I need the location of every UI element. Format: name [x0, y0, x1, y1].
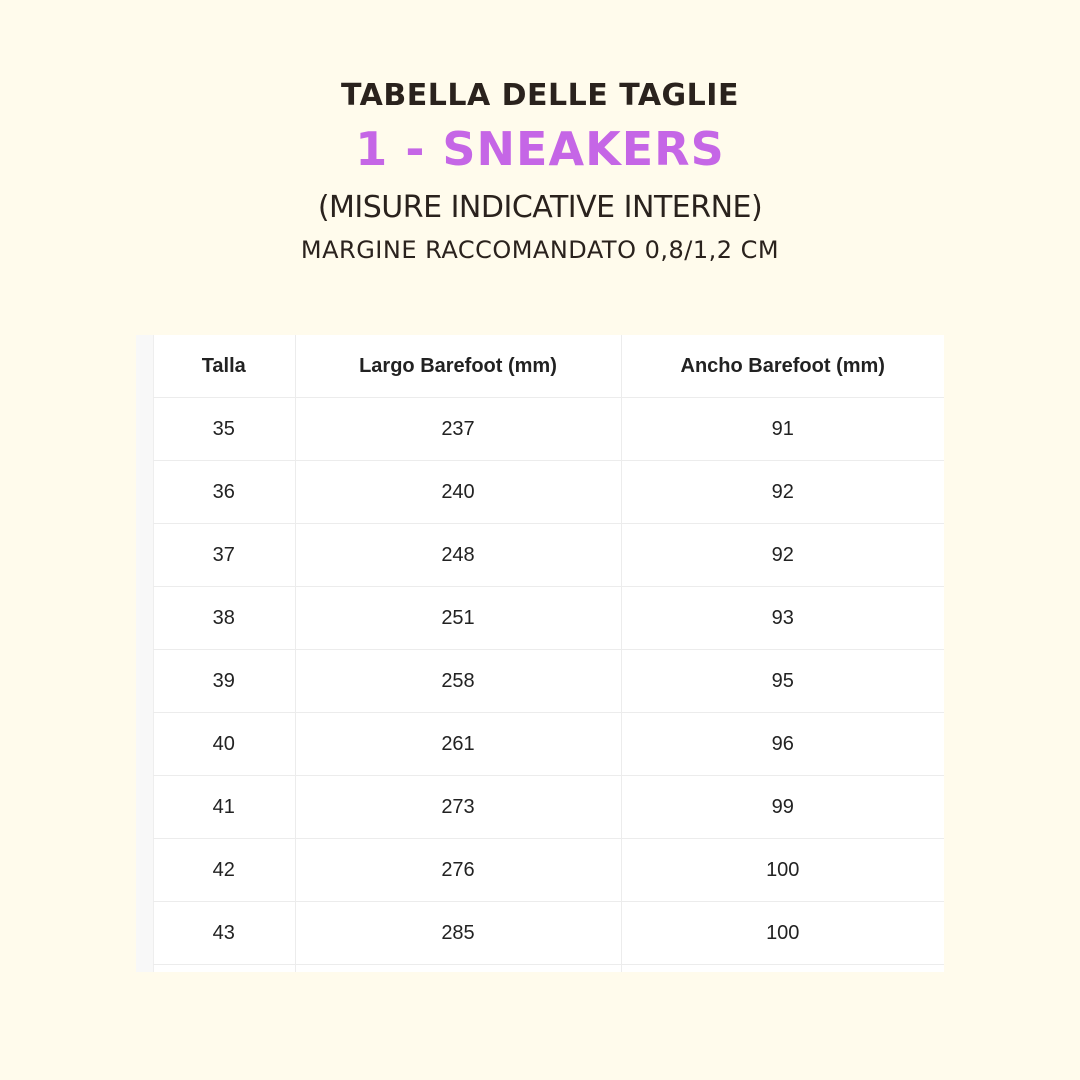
cell-size: 35	[153, 398, 295, 461]
table-row	[153, 839, 944, 902]
cell-length: 276	[295, 839, 621, 902]
cell-size: 42	[153, 839, 295, 902]
column-header-length: Largo Barefoot (mm)	[295, 335, 621, 398]
cell-length: 248	[295, 524, 621, 587]
margin-note: MARGINE RACCOMANDATO 0,8/1,2 CM	[300, 236, 780, 264]
cell-length: 285	[295, 902, 621, 965]
cell-size: 40	[153, 713, 295, 776]
cell-length: 273	[295, 776, 621, 839]
cell-length: 261	[295, 713, 621, 776]
cell-width: 100	[621, 902, 944, 965]
cell-empty	[295, 965, 621, 973]
cell-empty	[621, 965, 944, 973]
cell-size: 41	[153, 776, 295, 839]
page-title: TABELLA DELLE TAGLIE	[341, 78, 739, 113]
cell-size: 36	[153, 461, 295, 524]
column-header-width: Ancho Barefoot (mm)	[621, 335, 944, 398]
table-row	[153, 398, 944, 461]
cell-width: 100	[621, 839, 944, 902]
cell-width: 95	[621, 650, 944, 713]
table-row	[153, 461, 944, 524]
cell-width: 93	[621, 587, 944, 650]
cell-length: 251	[295, 587, 621, 650]
cell-size: 43	[153, 902, 295, 965]
column-header-size: Talla	[153, 335, 295, 398]
cell-empty	[153, 965, 295, 973]
size-table	[153, 335, 944, 972]
table-edge	[136, 335, 154, 972]
table-row-cut-off	[153, 965, 944, 973]
table-row	[153, 902, 944, 965]
table-row	[153, 650, 944, 713]
table-row	[153, 776, 944, 839]
cell-length: 240	[295, 461, 621, 524]
cell-size: 38	[153, 587, 295, 650]
cell-size: 37	[153, 524, 295, 587]
table-header-row	[153, 335, 944, 398]
size-table-image	[136, 335, 944, 972]
measurement-note: (MISURE INDICATIVE INTERNE)	[317, 190, 763, 225]
cell-width: 99	[621, 776, 944, 839]
table-row	[153, 587, 944, 650]
cell-width: 91	[621, 398, 944, 461]
table-row	[153, 713, 944, 776]
cell-width: 92	[621, 524, 944, 587]
cell-width: 96	[621, 713, 944, 776]
cell-length: 258	[295, 650, 621, 713]
page-subtitle: 1 - SNEAKERS	[355, 122, 725, 176]
cell-size: 39	[153, 650, 295, 713]
cell-length: 237	[295, 398, 621, 461]
cell-width: 92	[621, 461, 944, 524]
table-row	[153, 524, 944, 587]
